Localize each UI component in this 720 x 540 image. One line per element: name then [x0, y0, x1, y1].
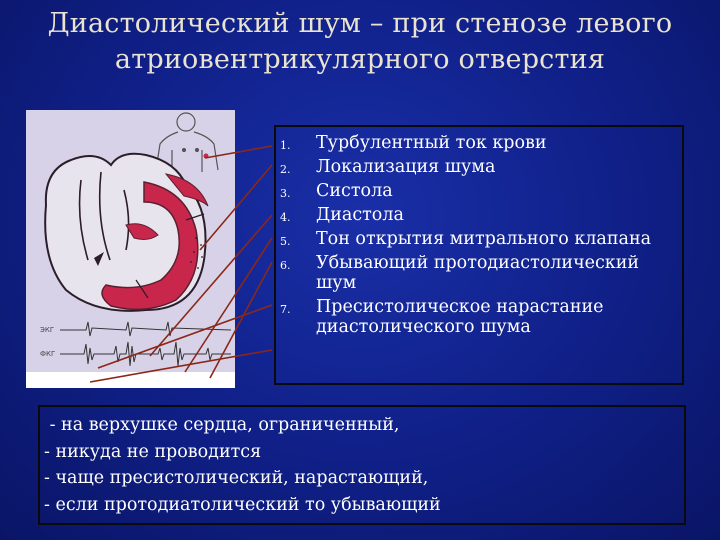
notes-text — [44, 412, 684, 518]
slide-title — [20, 6, 700, 78]
legend-item-number: 4. — [280, 211, 291, 224]
legend-item-number: 1. — [280, 139, 291, 152]
title-line-1: Диастолический шум – при стенозе левого — [47, 8, 673, 39]
legend-item — [278, 205, 678, 225]
legend-item-number: 5. — [280, 235, 291, 248]
legend-item-number: 2. — [280, 163, 291, 176]
legend-item-number: 7. — [280, 303, 291, 316]
legend-item-text: Турбулентный ток крови — [316, 133, 547, 153]
legend-item — [278, 253, 678, 293]
legend-item — [278, 133, 678, 153]
heart-diagram-figure — [26, 110, 235, 388]
pcg-label: ФКГ — [40, 350, 56, 358]
title-line-2: атриовентрикулярного отверстия — [114, 44, 606, 75]
legend-item-number: 6. — [280, 259, 291, 272]
legend-item — [278, 297, 678, 337]
figure-bottom-strip — [26, 372, 235, 388]
ecg-trace — [60, 322, 231, 336]
legend-item — [278, 157, 678, 177]
legend-item-text: Систола — [316, 181, 393, 201]
heart-diagram-svg — [26, 110, 235, 388]
legend-item-text: Пресистолическое нарастание диастолического шума — [316, 297, 604, 337]
note-line: - если протодиатолический то убывающий — [44, 494, 441, 515]
note-line: - на верхушке сердца, ограниченный, — [44, 415, 400, 435]
legend-list — [278, 133, 678, 341]
legend-item-text: Локализация шума — [316, 157, 496, 177]
legend-item-number: 3. — [280, 187, 291, 200]
legend-item-text: Убывающий протодиастолический шум — [316, 253, 640, 293]
note-line: - чаще пресистолический, нарастающий, — [44, 468, 429, 488]
ecg-label: ЭКГ — [40, 326, 55, 334]
note-line: - никуда не проводится — [44, 441, 262, 462]
legend-item-text: Диастола — [316, 205, 404, 225]
legend-item — [278, 181, 678, 201]
legend-item — [278, 229, 678, 249]
heart-section — [45, 154, 208, 311]
pcg-trace — [60, 342, 231, 366]
legend-item-text: Тон открытия митрального клапана — [316, 229, 652, 249]
auscultation-point-icon — [204, 154, 209, 159]
